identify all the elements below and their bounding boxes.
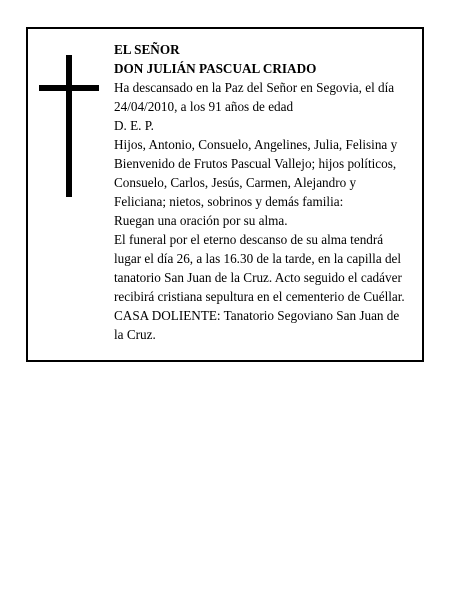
obituary-notice — [26, 27, 424, 362]
notice-line: lugar el día 26, a las 16.30 de la tarde, en la capilla del — [114, 251, 402, 266]
notice-text — [114, 40, 420, 344]
notice-line: Hijos, Antonio, Consuelo, Angelines, Julia, Felisina y — [114, 137, 398, 152]
notice-line: Ha descansado en la Paz del Señor en Segovia, el día — [114, 80, 395, 95]
notice-line: Ruegan una oración por su alma. — [114, 213, 288, 228]
notice-line: Feliciana; nietos, sobrinos y demás familia: — [114, 194, 344, 209]
notice-line: Bienvenido de Frutos Pascual Vallejo; hijos políticos, — [114, 156, 397, 171]
notice-line: D. E. P. — [114, 118, 154, 133]
notice-title-line-2: DON JULIÁN PASCUAL CRIADO — [114, 61, 317, 76]
cross-vertical-bar — [66, 55, 72, 197]
notice-line: CASA DOLIENTE: Tanatorio Segoviano San Juan de — [114, 308, 400, 323]
cross-icon — [39, 55, 99, 197]
notice-title-line-1: EL SEÑOR — [114, 42, 180, 57]
notice-line: Consuelo, Carlos, Jesús, Carmen, Alejandro y — [114, 175, 357, 190]
notice-line: la Cruz. — [114, 327, 156, 342]
notice-line: El funeral por el eterno descanso de su alma tendrá — [114, 232, 384, 247]
cross-horizontal-bar — [39, 85, 99, 91]
notice-line: tanatorio San Juan de la Cruz. Acto seguido el cadáver — [114, 270, 402, 285]
notice-line: recibirá cristiana sepultura en el cementerio de Cuéllar. — [114, 289, 405, 304]
notice-line: 24/04/2010, a los 91 años de edad — [114, 99, 294, 114]
